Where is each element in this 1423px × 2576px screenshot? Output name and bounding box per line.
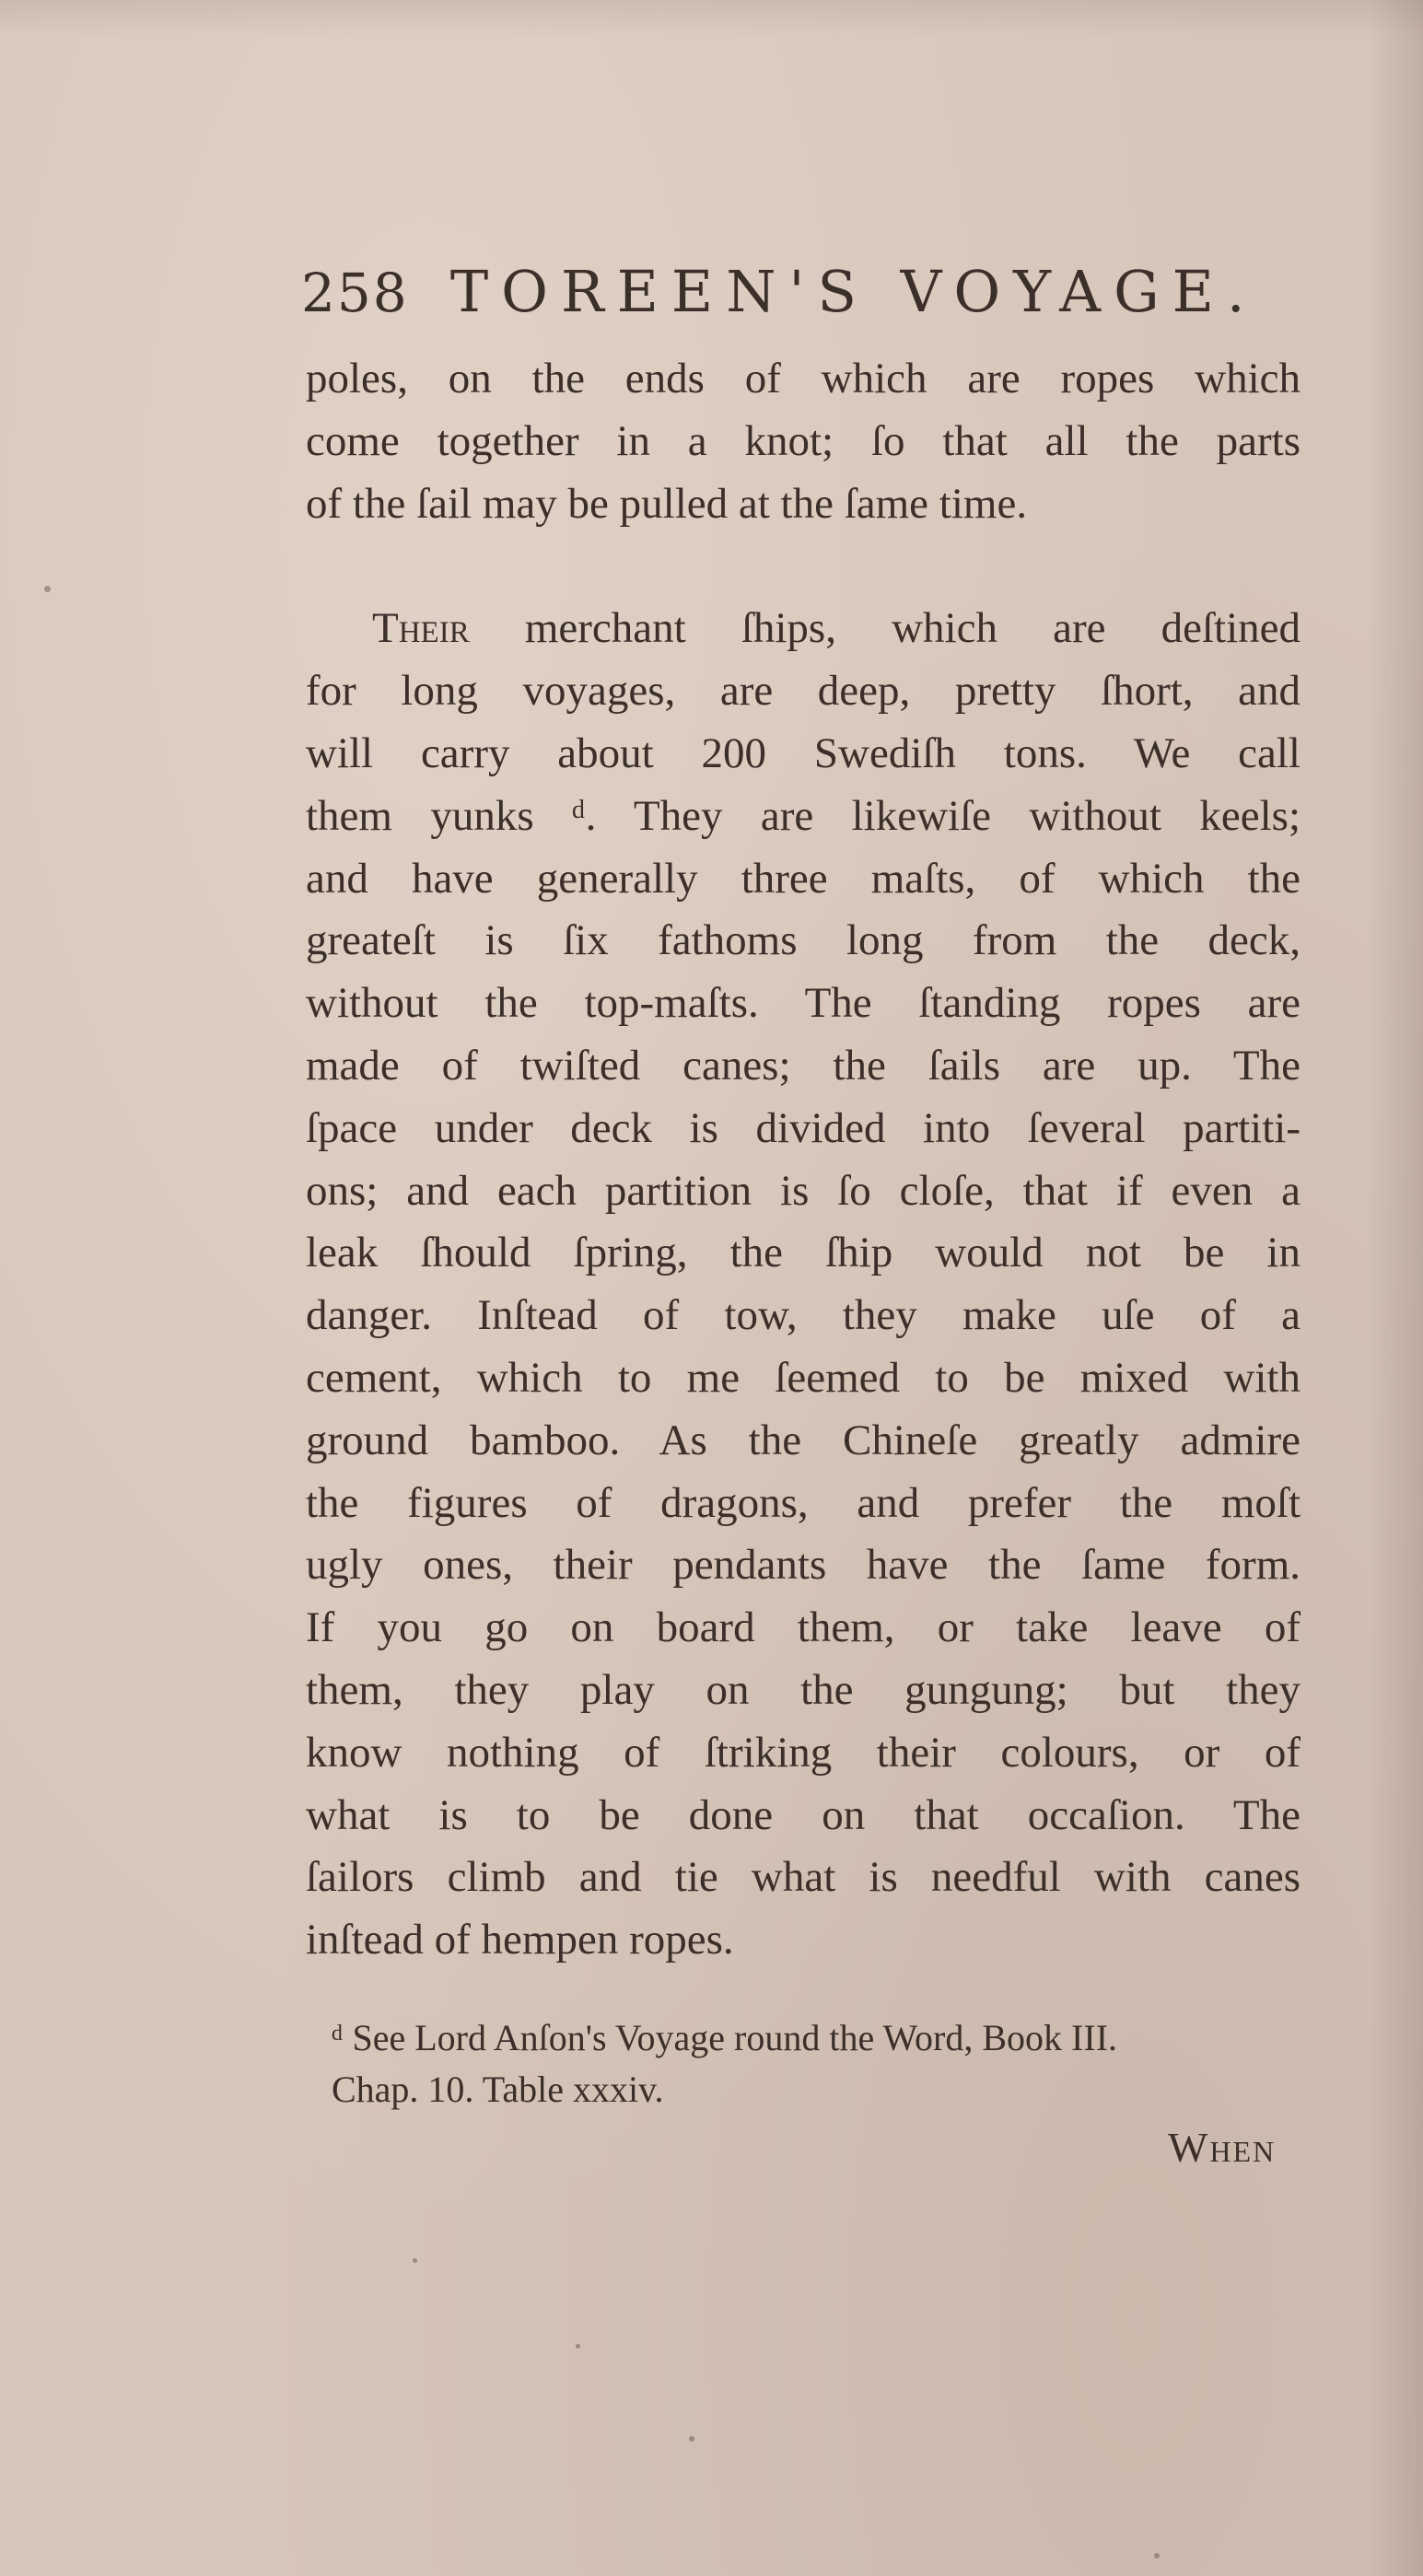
text-line: for long voyages, are deep, pretty ſhort, and [306, 667, 1301, 716]
footnote-line: ᵈ See Lord Anſon's Voyage round the Word, Book III. [332, 2017, 1118, 2058]
text-line-first [306, 598, 1301, 660]
footnote-line: Chap. 10. Table xxxiv. [332, 2069, 664, 2110]
text-line: know nothing of ſtriking their colours, or of [306, 1728, 1301, 1777]
paper-speck [413, 2258, 417, 2263]
page-edge-shadow [1368, 0, 1423, 2576]
running-title: TOREEN'S VOYAGE. [449, 258, 1258, 325]
paper-speck [1154, 2553, 1160, 2559]
text-line: ſpace under deck is divided into ſeveral partiti- [306, 1103, 1301, 1152]
text-line: poles, on the ends of which are ropes which [306, 355, 1301, 402]
text-line: danger. Inſtead of tow, they make uſe of a [306, 1291, 1301, 1340]
text-line: ons; and each partition is ſo cloſe, that if even a [306, 1166, 1301, 1215]
text-line: ugly ones, their pendants have the ſame form. [306, 1541, 1301, 1590]
text-line: made of twiſted canes; the ſails are up. The [306, 1041, 1301, 1090]
text-line-rest: merchant ſhips, which are deſtined [469, 604, 1301, 653]
text-line: If you go on board them, or take leave of [306, 1603, 1301, 1652]
paper-speck [576, 2344, 580, 2349]
text-line: will carry about 200 Swediſh tons. We call [306, 729, 1301, 777]
text-line: them yunks ᵈ. They are likewiſe without keels; [306, 791, 1301, 840]
text-line: without the top-maſts. The ſtanding ropes are [306, 979, 1301, 1028]
text-line: ſailors climb and tie what is needful with canes [306, 1853, 1301, 1902]
paper-speck [44, 586, 51, 592]
page-number: 258 [301, 262, 409, 324]
text-line: them, they play on the gungung; but they [306, 1665, 1301, 1714]
text-line: inſtead of hempen ropes. [306, 1916, 734, 1964]
text-line: of the ſail may be pulled at the ſame time. [306, 479, 1028, 528]
page-top-shadow [0, 0, 1423, 37]
footnote [332, 2012, 1299, 2116]
paragraph-lead-smallcaps: Their [372, 604, 470, 653]
text-line: come together in a knot; ſo that all the parts [306, 416, 1301, 465]
paragraph-gap [306, 535, 1301, 598]
text-line: greateſt is ſix fathoms long from the deck, [306, 916, 1301, 965]
body-text [306, 348, 1301, 1972]
text-line: ground bamboo. As the Chineſe greatly admire [306, 1416, 1301, 1464]
running-header [301, 258, 1258, 332]
text-line: cement, which to me ſeemed to be mixed with [306, 1353, 1301, 1402]
text-line: leak ſhould ſpring, the ſhip would not be in [306, 1229, 1301, 1277]
text-line: and have generally three maſts, of which the [306, 854, 1301, 903]
text-line: what is to be done on that occaſion. The [306, 1790, 1301, 1839]
paper-speck [689, 2436, 694, 2442]
catchword: When [1168, 2124, 1277, 2171]
text-line: the figures of dragons, and prefer the moſt [306, 1478, 1301, 1527]
